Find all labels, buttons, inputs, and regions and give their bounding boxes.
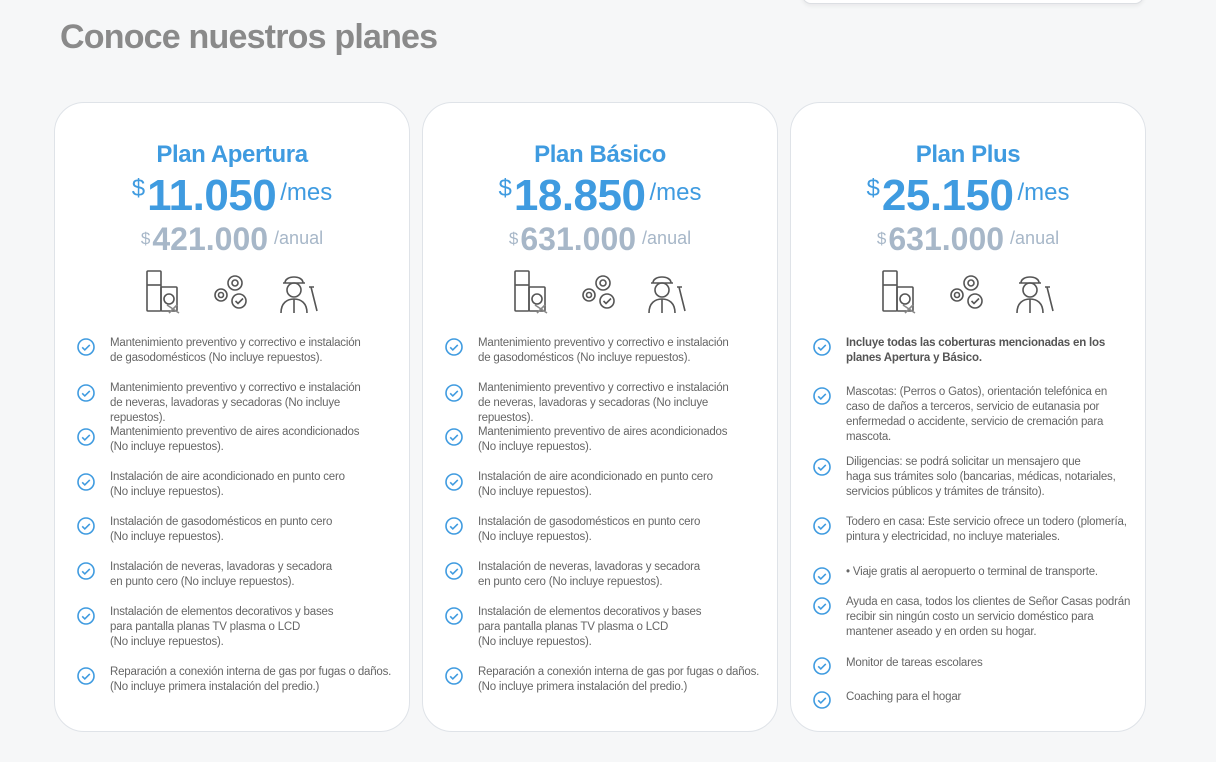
appliance-repair-icon bbox=[877, 269, 925, 315]
top-search-box bbox=[802, 0, 1144, 4]
plan-card-apertura: Plan Apertura $11.050 /mes $421.000 /anual Mantenimiento preventivo y correctivo e instalación de gasodomésticos (No incluye repuestos). Mantenimiento preventivo y correctivo e instalación de neveras, lavadoras y secadoras (No incluye repuestos). Mantenimiento preventivo de aires acondicionados (No incluye repuestos). Instalación de aire acondicionado en punto cero (No incluye repuestos). Instalación de gasodomésticos en punto cero (No incluye repuestos). Instalación de neveras, lavadoras y secadora en punto cero (No incluye repuestos). Instalación de elementos decorativos y bases para pantalla planas TV plasma o LCD (No incluye repuestos). Reparación a conexión interna de gas por fugas o daños. (No incluye primera instalación del predio.) bbox=[54, 102, 410, 732]
check-icon bbox=[813, 387, 831, 405]
plan-card-plus: Plan Plus $25.150 /mes $631.000 /anual Incluye todas las coberturas mencionadas en los planes Apertura y Básico. Mascotas: (Perros o Gatos), orientación telefónica en caso de daños a terceros, servicio de eutanasia por enfermedad o accidente, servicio de cremación para mascota. Diligencias: se podrá solicitar un mensajero que haga sus trámites solo (bancarias, médicas, notariales, servicios públicos y trámites de tránsito). Todero en casa: Este servicio ofrece un todero (plomería, pintura y electricidad, no incluye materiales. • Viaje gratis al aeropuerto o terminal de transporte. Ayuda en casa, todos los clientes de Señor Casas podrán recibir sin ningún costo un servicio doméstico para mantener aseado y en orden su hogar. Monitor de tareas escolares Coaching para el hogar bbox=[790, 102, 1146, 732]
plan-name: Plan Apertura bbox=[156, 141, 308, 168]
gears-check-icon bbox=[575, 269, 623, 315]
gears-check-icon bbox=[207, 269, 255, 315]
appliance-repair-icon bbox=[509, 269, 557, 315]
check-icon bbox=[77, 473, 95, 491]
check-icon bbox=[813, 597, 831, 615]
check-icon bbox=[445, 667, 463, 685]
plan-card-basico: Plan Básico $18.850 /mes $631.000 /anual Mantenimiento preventivo y correctivo e instalación de gasodomésticos (No incluye repuestos). Mantenimiento preventivo y correctivo e instalación de neveras, lavadoras y secadoras (No incluye repuestos). Mantenimiento preventivo de aires acondicionados (No incluye repuestos). Instalación de aire acondicionado en punto cero (No incluye repuestos). Instalación de gasodomésticos en punto cero (No incluye repuestos). Instalación de neveras, lavadoras y secadora en punto cero (No incluye repuestos). Instalación de elementos decorativos y bases para pantalla planas TV plasma o LCD (No incluye repuestos). Reparación a conexión interna de gas por fugas o daños. (No incluye primera instalación del predio.) bbox=[422, 102, 778, 732]
check-icon bbox=[77, 562, 95, 580]
check-icon bbox=[813, 338, 831, 356]
check-icon bbox=[813, 567, 831, 585]
page-title: Conoce nuestros planes bbox=[60, 18, 438, 56]
check-icon bbox=[813, 691, 831, 709]
monthly-amount: 18.850 bbox=[513, 171, 646, 220]
check-icon bbox=[445, 562, 463, 580]
technician-icon bbox=[1011, 269, 1059, 315]
check-icon bbox=[813, 517, 831, 535]
check-icon bbox=[445, 338, 463, 356]
annual-amount: 631.000 bbox=[520, 221, 637, 257]
monthly-price: $25.150 /mes bbox=[866, 171, 1070, 220]
check-icon bbox=[77, 428, 95, 446]
check-icon bbox=[77, 517, 95, 535]
appliance-repair-icon bbox=[141, 269, 189, 315]
monthly-price: $18.850 /mes bbox=[498, 171, 702, 220]
check-icon bbox=[445, 473, 463, 491]
check-icon bbox=[445, 428, 463, 446]
check-icon bbox=[77, 667, 95, 685]
annual-price: $421.000 /anual bbox=[140, 221, 324, 257]
check-icon bbox=[813, 458, 831, 476]
technician-icon bbox=[275, 269, 323, 315]
monthly-amount: 11.050 bbox=[147, 171, 277, 220]
check-icon bbox=[445, 517, 463, 535]
check-icon bbox=[445, 384, 463, 402]
plan-name: Plan Básico bbox=[534, 141, 666, 168]
check-icon bbox=[77, 338, 95, 356]
monthly-amount: 25.150 bbox=[881, 171, 1014, 220]
technician-icon bbox=[643, 269, 691, 315]
service-icons bbox=[423, 269, 777, 317]
gears-check-icon bbox=[943, 269, 991, 315]
check-icon bbox=[813, 657, 831, 675]
service-icons bbox=[55, 269, 409, 317]
annual-amount: 421.000 bbox=[152, 221, 269, 257]
check-icon bbox=[445, 607, 463, 625]
plan-name: Plan Plus bbox=[915, 141, 1021, 168]
annual-amount: 631.000 bbox=[888, 221, 1005, 257]
check-icon bbox=[77, 607, 95, 625]
annual-price: $631.000 /anual bbox=[508, 221, 692, 257]
check-icon bbox=[77, 384, 95, 402]
service-icons bbox=[791, 269, 1145, 317]
annual-price: $631.000 /anual bbox=[876, 221, 1060, 257]
monthly-price: $11.050 /mes bbox=[131, 171, 333, 220]
